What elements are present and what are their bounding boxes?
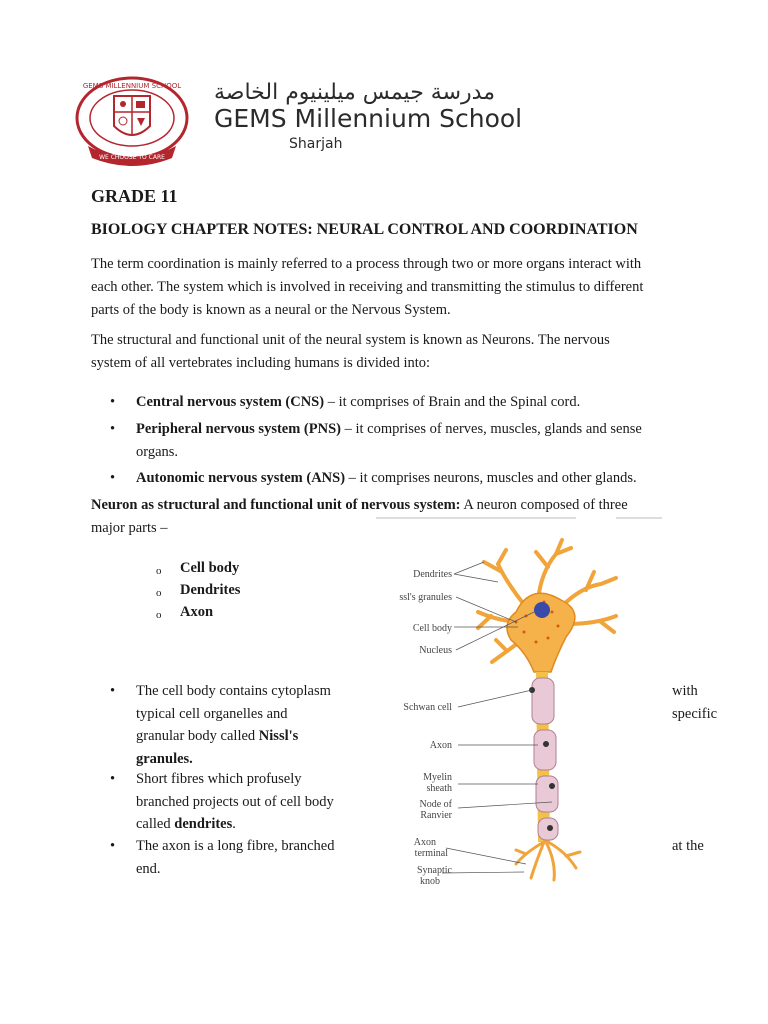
system-desc: – it comprises of nerves, muscles, glands and sense	[340, 421, 642, 437]
system-name: Central nervous system (CNS)	[136, 394, 325, 410]
list-item	[110, 768, 370, 836]
list-item	[110, 418, 730, 464]
label-axon-2: Axon	[413, 837, 436, 848]
bullet-icon: •	[110, 683, 116, 699]
bullet-icon: •	[110, 394, 116, 410]
point-bold: Nissl's	[258, 728, 299, 744]
list-item	[156, 579, 356, 601]
school-name: GEMS Millennium School	[214, 104, 523, 133]
label-axon: Axon	[429, 740, 452, 751]
point-line: Short fibres which profusely	[136, 771, 302, 787]
point-line: branched projects out of cell body	[136, 793, 334, 810]
label-sheath: sheath	[426, 783, 452, 794]
intro-paragraph	[91, 253, 731, 322]
point-line: The axon is a long fibre, branched	[136, 838, 335, 854]
point-line: end.	[136, 860, 161, 877]
document-title: BIOLOGY CHAPTER NOTES: NEURAL CONTROL AND COORDINATION	[91, 221, 638, 238]
neuron-heading-text: A neuron composed of three	[460, 497, 628, 513]
bullet-icon: •	[110, 421, 116, 437]
label-node-of: Node of	[419, 799, 452, 810]
label-nissl: ssl's granules	[399, 592, 452, 603]
bullet-icon: •	[110, 470, 116, 486]
circle-bullet-icon: o	[156, 609, 162, 621]
bullet-icon: •	[110, 838, 116, 854]
system-desc-cont: organs.	[136, 444, 179, 460]
logo-bottom-text: WE CHOOSE TO CARE	[99, 154, 165, 161]
para-line: system of all vertebrates including humans is divided into:	[91, 355, 431, 371]
neuron-heading-bold: Neuron as structural and functional unit of nervous system:	[91, 497, 461, 513]
part-label: Cell body	[180, 560, 240, 576]
part-label: Axon	[180, 604, 214, 620]
intro-line: each other. The system which is involved in receiving and transmitting the stimulus to different	[91, 279, 644, 295]
label-knob: knob	[420, 876, 440, 887]
point-right-text: at the	[672, 838, 704, 854]
list-item	[110, 467, 730, 490]
label-synaptic: Synaptic	[417, 865, 452, 876]
point-line: typical cell organelles and	[136, 705, 288, 722]
point-line: granular body called	[136, 728, 259, 744]
school-logo	[74, 74, 190, 166]
intro-line: parts of the body is known as a neural or the Nervous System.	[91, 302, 451, 318]
point-line: The cell body contains cytoplasm	[136, 683, 331, 699]
label-dendrites: Dendrites	[413, 569, 452, 580]
circle-bullet-icon: o	[156, 587, 162, 599]
neuron-diagram	[366, 512, 666, 892]
school-name-arabic: مدرسة جيمس ميلينيوم الخاصة	[214, 80, 495, 105]
point-line: called	[136, 816, 175, 832]
neuron-heading-line2: major parts –	[91, 520, 168, 536]
label-nucleus: Nucleus	[419, 645, 452, 656]
intro-line: The term coordination is mainly referred to a process through two or more organs interact with	[91, 256, 642, 272]
list-item	[110, 680, 370, 770]
logo-top-text: GEMS MILLENNIUM SCHOOL	[82, 82, 182, 90]
label-myelin: Myelin	[423, 772, 452, 783]
system-name: Peripheral nervous system (PNS)	[136, 421, 341, 437]
list-item	[156, 601, 356, 623]
bullet-icon: •	[110, 771, 116, 787]
para-line: The structural and functional unit of the neural system is known as Neurons. The nervous	[91, 332, 610, 348]
point-tail: .	[232, 816, 236, 832]
point-bold: granules.	[136, 750, 193, 767]
system-name: Autonomic nervous system (ANS)	[136, 470, 346, 486]
circle-bullet-icon: o	[156, 565, 162, 577]
point-bold: dendrites	[174, 816, 233, 832]
point-right-text: with	[672, 683, 698, 699]
system-desc: – it comprises neurons, muscles and other glands.	[345, 470, 637, 486]
label-terminal: terminal	[414, 848, 448, 859]
school-city: Sharjah	[289, 136, 343, 152]
label-ranvier: Ranvier	[420, 810, 452, 821]
grade-heading: GRADE 11	[91, 186, 178, 206]
list-item	[156, 557, 356, 579]
point-right-text: specific	[672, 706, 718, 722]
part-label: Dendrites	[180, 582, 241, 598]
label-cell-body: Cell body	[412, 623, 452, 634]
system-desc: – it comprises of Brain and the Spinal cord.	[324, 394, 581, 410]
list-item	[110, 835, 370, 880]
neuron-paragraph	[91, 329, 731, 375]
list-item	[110, 391, 730, 414]
label-schwan: Schwan cell	[403, 702, 452, 713]
